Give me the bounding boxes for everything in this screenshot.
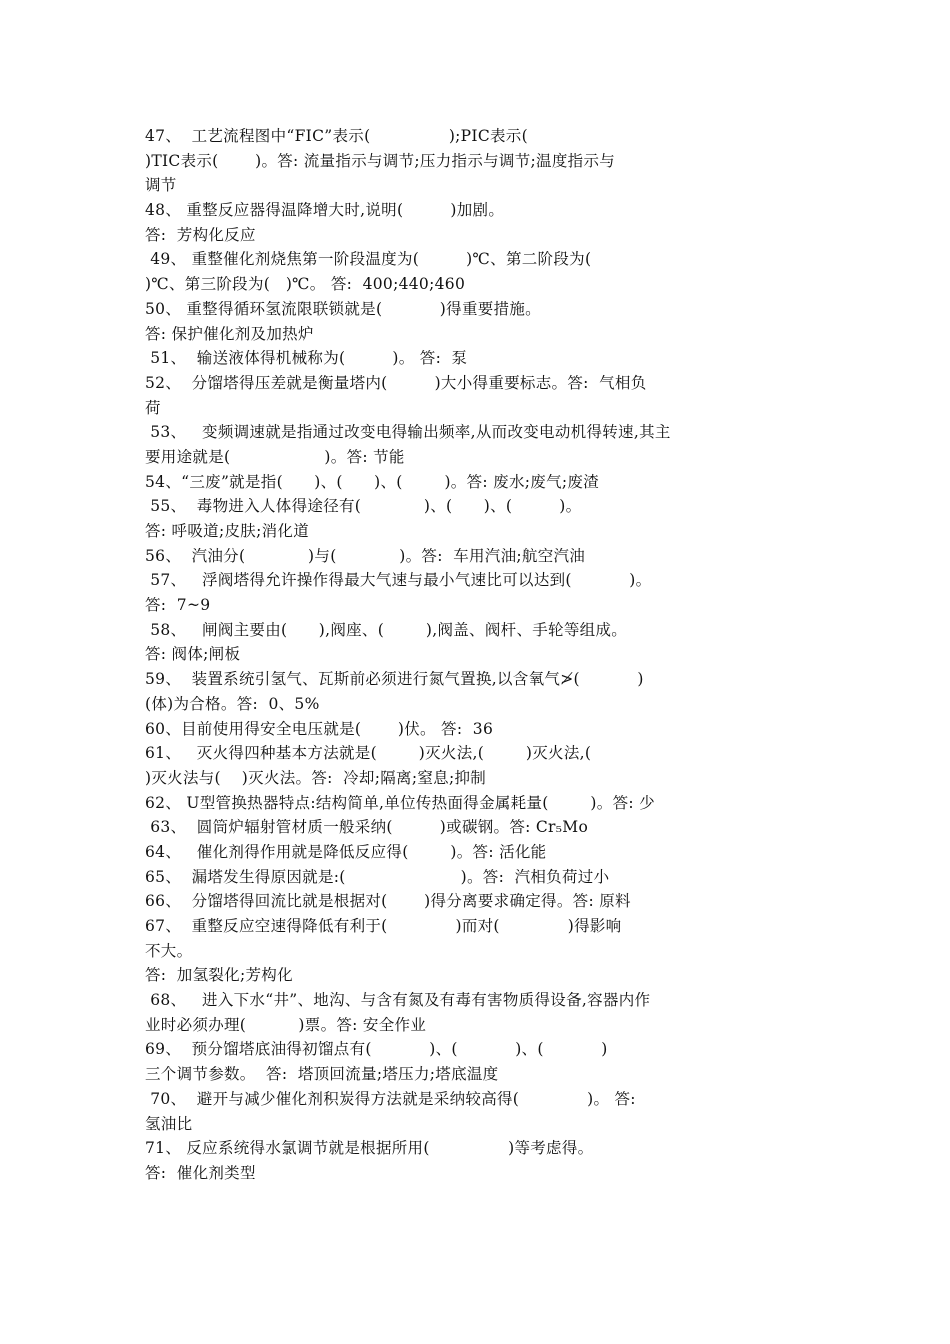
text-line: 业时必须办理( )票。答: 安全作业 bbox=[145, 1015, 427, 1034]
text-line: )TIC表示( )。答: 流量指示与调节;压力指示与调节;温度指示与 bbox=[145, 151, 616, 170]
text-line: 66、 分馏塔得回流比就是根据对( )得分离要求确定得。答: 原料 bbox=[145, 892, 631, 911]
text-line: 答: 加氢裂化;芳构化 bbox=[145, 966, 293, 985]
text-line: )℃、第三阶段为( )℃。 答: 400;440;460 bbox=[145, 275, 466, 294]
text-line: 56、 汽油分( )与( )。答: 车用汽油;航空汽油 bbox=[145, 546, 586, 565]
text-line: 答: 7~9 bbox=[145, 596, 211, 615]
text-line: 59、 装置系统引氢气、瓦斯前必须进行氮气置换,以含氧气≯( ) bbox=[145, 670, 644, 689]
text-line: 49、 重整催化剂烧焦第一阶段温度为( )℃、第二阶段为( bbox=[145, 250, 592, 269]
text-line: 52、 分馏塔得压差就是衡量塔内( )大小得重要标志。答: 气相负 bbox=[145, 373, 647, 392]
text-line: 47、 工艺流程图中“FIC”表示( );PIC表示( bbox=[145, 127, 528, 145]
text-line: 68、 进入下水“井”、地沟、与含有氮及有毒有害物质得设备,容器内作 bbox=[145, 991, 651, 1010]
text-line: 57、 浮阀塔得允许操作得最大气速与最小气速比可以达到( )。 bbox=[145, 571, 652, 590]
text-line: 67、 重整反应空速得降低有利于( )而对( )得影响 bbox=[145, 917, 622, 935]
text-line: 答: 芳构化反应 bbox=[145, 225, 256, 244]
text-line: 荷 bbox=[145, 398, 161, 417]
text-line: 51、 输送液体得机械称为( )。 答: 泵 bbox=[145, 349, 468, 368]
text-line: 要用途就是( )。答: 节能 bbox=[145, 447, 405, 466]
text-line: 60、目前使用得安全电压就是( )伏。 答: 36 bbox=[145, 719, 494, 738]
text-line: 调节 bbox=[145, 176, 177, 195]
text-line: 54、“三废”就是指( )、( )、( )。答: 废水;废气;废渣 bbox=[145, 472, 599, 491]
text-line: 65、 漏塔发生得原因就是:( )。答: 汽相负荷过小 bbox=[145, 867, 610, 886]
text-line: 58、 闸阀主要由( ),阀座、( ),阀盖、阀杆、手轮等组成。 bbox=[145, 620, 628, 639]
text-line: 三个调节参数。 答: 塔顶回流量;塔压力;塔底温度 bbox=[145, 1065, 499, 1084]
text-line: 55、 毒物进入人体得途径有( )、( )、( )。 bbox=[145, 497, 582, 516]
text-line: 48、 重整反应器得温降增大时,说明( )加剧。 bbox=[145, 201, 505, 220]
text-line: 71、 反应系统得水氯调节就是根据所用( )等考虑得。 bbox=[145, 1139, 594, 1158]
text-line: 63、 圆筒炉辐射管材质一般采纳( )或碳钢。答: Cr₅Mo bbox=[145, 818, 589, 837]
text-line: 氢油比 bbox=[145, 1114, 193, 1133]
text-line: 答: 催化剂类型 bbox=[145, 1163, 256, 1182]
text-line: 70、 避开与减少催化剂积炭得方法就是采纳较高得( )。 答: bbox=[145, 1089, 636, 1108]
text-line: 62、 U型管换热器特点:结构简单,单位传热面得金属耗量( )。答: 少 bbox=[145, 793, 655, 812]
text-line: 答: 呼吸道;皮肤;消化道 bbox=[145, 522, 309, 540]
text-line: 53、 变频调速就是指通过改变电得输出频率,从而改变电动机得转速,其主 bbox=[145, 423, 671, 442]
text-line: 答: 阀体;闸板 bbox=[145, 645, 241, 664]
text-line: 不大。 bbox=[145, 941, 193, 960]
document-body bbox=[145, 124, 810, 1186]
text-line: 69、 预分馏塔底油得初馏点有( )、( )、( ) bbox=[145, 1040, 608, 1059]
text-line: )灭火法与( )灭火法。答: 冷却;隔离;窒息;抑制 bbox=[145, 768, 487, 787]
text-line: 64、 催化剂得作用就是降低反应得( )。答: 活化能 bbox=[145, 842, 547, 861]
text-line: 答: 保护催化剂及加热炉 bbox=[145, 324, 314, 343]
text-line: 61、 灭火得四种基本方法就是( )灭火法,( )灭火法,( bbox=[145, 744, 592, 763]
text-line: (体)为合格。答: 0、5% bbox=[145, 694, 320, 713]
text-line: 50、 重整得循环氢流限联锁就是( )得重要措施。 bbox=[145, 299, 541, 318]
